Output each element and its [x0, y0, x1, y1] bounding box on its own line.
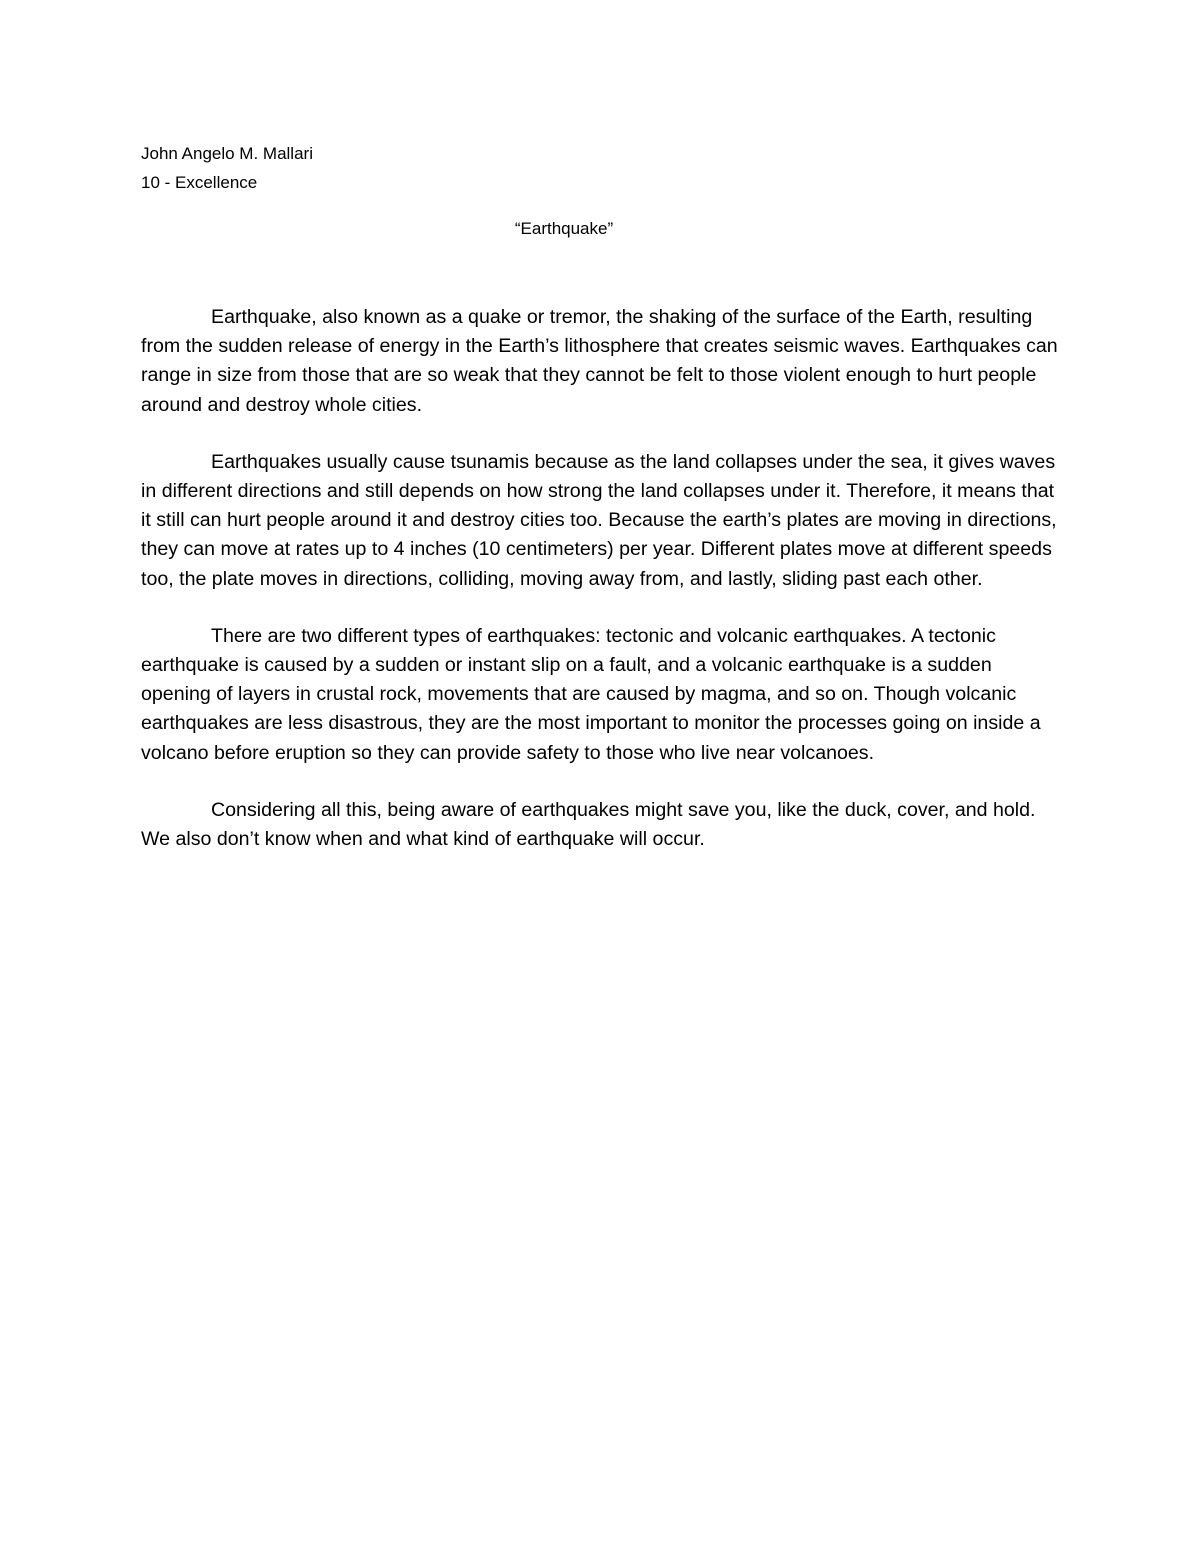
- paragraph: There are two different types of earthquakes: tectonic and volcanic earthquakes. A tectonic earthquake is caused by a sudden or instant slip on a fault, and a volcanic earthquake is a sudden opening of layers in crustal rock, movements that are caused by magma, and so on. Though volcanic earthquakes are less disastrous, they are the most important to monitor the processes going on inside a volcano before eruption so they can provide safety to those who live near volcanoes.: [141, 624, 1041, 764]
- document-content: [141, 139, 1059, 882]
- author-name: John Angelo M. Mallari: [141, 144, 313, 163]
- document-body: [141, 303, 1059, 854]
- paragraph: Earthquakes usually cause tsunamis because as the land collapses under the sea, it gives waves in different directions and still depends on how strong the land collapses under it. Therefore, it means that it still can hurt people around it and destroy cities too. Because the earth’s plates are moving in directions, they can move at rates up to 4 inches (10 centimeters) per year. Different plates move at different speeds too, the plate moves in directions, colliding, moving away from, and lastly, sliding past each other.: [141, 450, 1057, 590]
- paragraph: Earthquake, also known as a quake or tremor, the shaking of the surface of the Earth, resulting from the sudden release of energy in the Earth’s lithosphere that creates seismic waves. Earthquakes can range in size from those that are so weak that they cannot be felt to those violent enough to hurt people around and destroy whole cities.: [141, 306, 1058, 416]
- document-title: “Earthquake”: [514, 219, 614, 238]
- class-section: 10 - Excellence: [141, 173, 258, 192]
- paragraph: Considering all this, being aware of earthquakes might save you, like the duck, cover, and hold. We also don’t know when and what kind of earthquake will occur.: [141, 798, 1036, 851]
